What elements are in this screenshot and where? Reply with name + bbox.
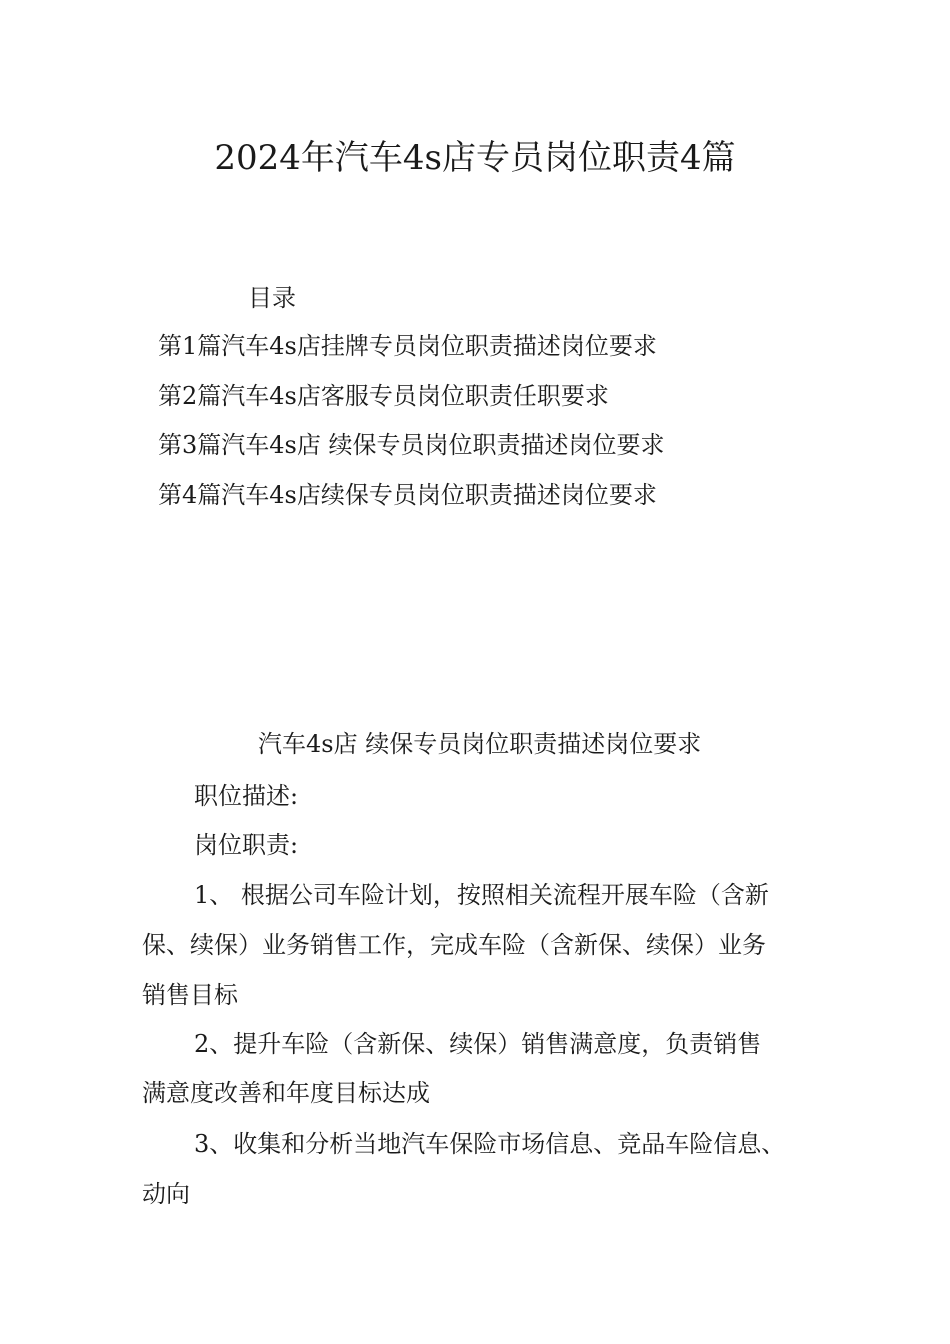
toc-item-1[interactable]: 第1篇汽车4s店挂牌专员岗位职责描述岗位要求 (158, 332, 657, 360)
toc-item-3[interactable]: 第3篇汽车4s店 续保专员岗位职责描述岗位要求 (158, 431, 665, 459)
responsibilities-label: 岗位职责: (194, 831, 299, 859)
job-description-label: 职位描述: (194, 782, 299, 810)
toc-item-4[interactable]: 第4篇汽车4s店续保专员岗位职责描述岗位要求 (158, 481, 657, 509)
page-title: 2024年汽车4s店专员岗位职责4篇 (214, 138, 736, 178)
toc-heading: 目录 (248, 284, 296, 312)
section-title: 汽车4s店 续保专员岗位职责描述岗位要求 (258, 730, 702, 758)
toc-item-2[interactable]: 第2篇汽车4s店客服专员岗位职责任职要求 (158, 382, 609, 410)
paragraph-line: 2、提升车险（含新保、续保）销售满意度，负责销售 (194, 1030, 762, 1058)
paragraph-line: 1、 根据公司车险计划，按照相关流程开展车险（含新 (194, 881, 769, 909)
paragraph-line: 销售目标 (142, 981, 238, 1009)
paragraph-line: 动向 (142, 1180, 190, 1208)
paragraph-line: 3、收集和分析当地汽车保险市场信息、竞品车险信息、 (194, 1130, 786, 1158)
paragraph-line: 保、续保）业务销售工作，完成车险（含新保、续保）业务 (142, 931, 766, 959)
paragraph-line: 满意度改善和年度目标达成 (142, 1079, 430, 1107)
